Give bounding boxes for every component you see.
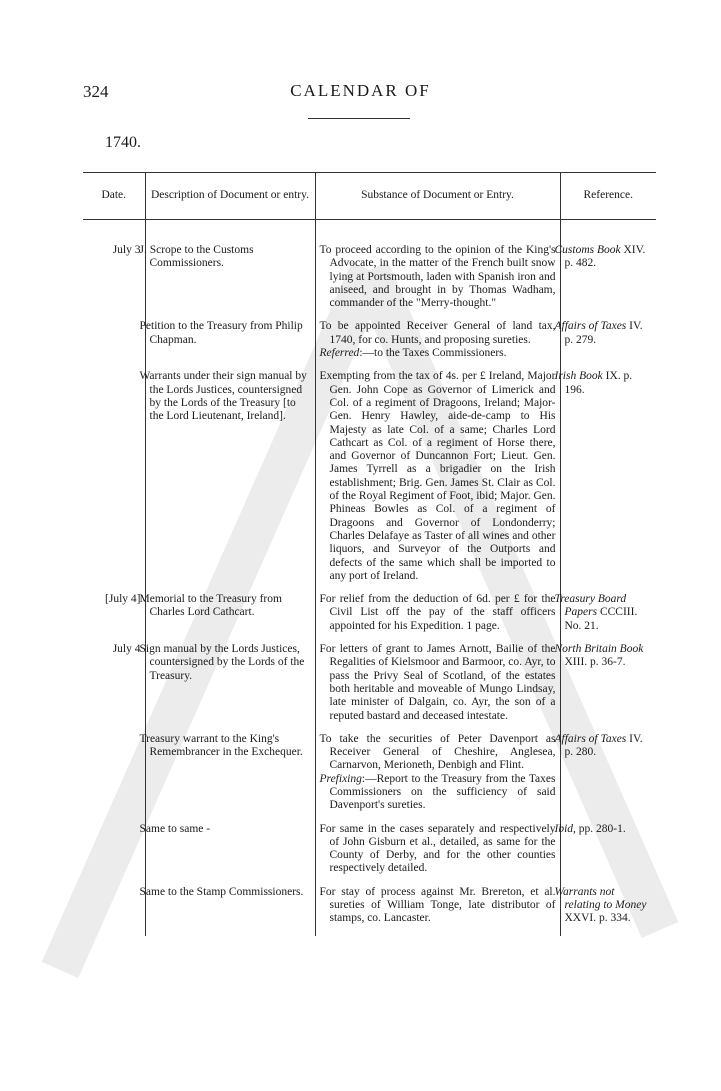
substance-text: To be appointed Receiver General of land tax, 1740, for co. Hunts, and proposing sureties. bbox=[319, 320, 556, 346]
year-heading: 1740. bbox=[105, 134, 141, 151]
table-header-row bbox=[83, 173, 656, 220]
entry-description: Warrants under their sign manual by the Lords Justices, countersigned by the Lords of the Treasury [to the Lord Lieutenant, Ireland]. bbox=[145, 370, 315, 593]
substance-text: Exempting from the tax of 4s. per £ Ireland, Major Gen. John Cope as Governor of Limerick and Col. of a regiment of Dragoons, Ireland; Major-Gen. Henry Hawley, aide-de-camp to His Majesty as late Col. of a same; Charles Lord Cathcart as Col. of a regiment of Horse there, and Governor of Duncannon Fort; Lieut. Gen. James Tyrrell as a brigadier on the Irish establishment; Brig. Gen. James St. Clair as Col. of the Royal Regiment of Foot, ibid; Major. Gen. Phineas Bowles as Col. of a regiment of Dragoons and Governor of Londonderry; Charles Delafaye as Taster of all wines and other liquors, and Surveyor of the Outports and defects of the same which shall be imported to any port of Ireland. bbox=[319, 370, 556, 582]
entry-reference bbox=[554, 320, 656, 370]
entry-reference bbox=[554, 643, 656, 733]
page-number: 324 bbox=[83, 82, 109, 101]
entry-description: J. Scrope to the Customs Commissioners. bbox=[145, 220, 315, 321]
reference-location: IV. p. 280. bbox=[564, 732, 643, 759]
entry-description: Same to the Stamp Commissioners. bbox=[145, 886, 315, 936]
entry-substance bbox=[315, 733, 560, 823]
table-row bbox=[83, 823, 656, 886]
note-text: :—to the Taxes Commissioners. bbox=[359, 347, 507, 360]
reference-location: IX. p. 196. bbox=[564, 370, 633, 396]
reference-location: IV. p. 279. bbox=[564, 320, 643, 346]
reference-source: Treasury Board Papers bbox=[554, 593, 627, 619]
table-row bbox=[83, 593, 656, 643]
reference-location: XXVI. p. 334. bbox=[564, 912, 631, 925]
substance-text: To take the securities of Peter Davenport as Receiver General of Cheshire, Anglesea, Carnarvon, Merioneth, Denbigh and Flint. bbox=[319, 732, 556, 772]
entry-reference bbox=[554, 370, 656, 593]
substance-note bbox=[320, 347, 556, 360]
column-header-reference: Reference. bbox=[560, 173, 656, 220]
entry-substance bbox=[315, 370, 560, 593]
substance-text: For letters of grant to James Arnott, Bailie of the Regalities of Kielsmoor and Barmoor, co. Ayr, to pass the Privy Seal of Scotland, of the estates both heritable and moveable of Mungo Lindsay, late minister of Dalgain, co. Ayr, the son of a reputed bastard and deceased intestate. bbox=[319, 643, 556, 722]
substance-text: For same in the cases separately and respectively of John Gisburn et al., detailed, as same for the County of Derby, and for the other counties respectively detailed. bbox=[319, 822, 556, 875]
entry-substance bbox=[315, 220, 560, 321]
table-row bbox=[83, 320, 656, 370]
entry-substance bbox=[315, 643, 560, 733]
entry-substance bbox=[315, 320, 560, 370]
substance-text: To proceed according to the opinion of the King's Advocate, in the matter of the French built snow lying at Portsmouth, laden with Spanish iron and aniseed, and brought in by Thomas Wadham, commander of the "Merry-thought." bbox=[319, 244, 556, 310]
reference-location: XIII. p. 36-7. bbox=[564, 656, 626, 669]
entry-reference bbox=[554, 732, 656, 823]
entry-substance bbox=[315, 593, 560, 643]
calendar-table bbox=[83, 172, 656, 936]
column-header-date: Date. bbox=[83, 173, 145, 220]
entry-substance bbox=[315, 823, 560, 886]
reference-source: Ibid, bbox=[554, 822, 576, 835]
running-title: CALENDAR OF bbox=[290, 81, 431, 100]
note-label: Referred bbox=[319, 347, 360, 360]
entry-description: Sign manual by the Lords Justices, countersigned by the Lords of the Treasury. bbox=[145, 643, 315, 733]
reference-source: North Britain Book bbox=[554, 643, 644, 656]
table-row bbox=[83, 733, 656, 823]
entry-description: Same to same - bbox=[145, 823, 315, 886]
reference-location: XIV. p. 482. bbox=[564, 244, 646, 270]
table-row bbox=[83, 886, 656, 936]
entry-date bbox=[83, 370, 145, 593]
substance-note bbox=[320, 773, 556, 813]
entry-date: July 3 bbox=[112, 244, 141, 256]
entry-date bbox=[83, 733, 145, 823]
column-header-description: Description of Document or entry. bbox=[145, 173, 315, 220]
substance-text: For relief from the deduction of 6d. per £ for the Civil List off the pay of the staff officers appointed for his Expedition. 1 page. bbox=[319, 593, 556, 632]
entry-description: Petition to the Treasury from Philip Chapman. bbox=[145, 320, 315, 370]
entry-description: Memorial to the Treasury from Charles Lord Cathcart. bbox=[145, 593, 315, 643]
reference-location: CCCIII. No. 21. bbox=[564, 606, 638, 632]
entry-reference bbox=[554, 885, 656, 936]
reference-source: Customs Book bbox=[554, 244, 621, 256]
reference-source: Affairs of Taxes bbox=[554, 320, 627, 333]
reference-source: Irish Book bbox=[554, 370, 603, 383]
entry-date: July 4 bbox=[112, 643, 141, 656]
reference-source: Warrants not relating to Money bbox=[554, 885, 647, 912]
table-row bbox=[83, 370, 656, 593]
table-row bbox=[83, 220, 656, 321]
column-header-substance: Substance of Document or Entry. bbox=[315, 173, 560, 220]
entry-date: [July 4] bbox=[105, 593, 141, 606]
reference-source: Affairs of Taxes bbox=[554, 732, 627, 745]
title-rule bbox=[308, 118, 410, 119]
entry-description: Treasury warrant to the King's Remembrancer in the Exchequer. bbox=[145, 733, 315, 823]
note-label: Prefixing bbox=[319, 772, 362, 785]
substance-text: For stay of process against Mr. Brereton, et al. sureties of William Tonge, late distributor of stamps, co. Lancaster. bbox=[319, 885, 556, 925]
entry-reference bbox=[554, 822, 656, 886]
note-text: :—Report to the Treasury from the Taxes Commissioners on the sufficiency of said Davenport's sureties. bbox=[329, 772, 556, 812]
entry-substance bbox=[315, 886, 560, 936]
table-row bbox=[83, 643, 656, 733]
entry-reference bbox=[554, 220, 656, 321]
entry-date bbox=[83, 320, 145, 370]
entry-date bbox=[83, 823, 145, 886]
entry-date bbox=[83, 886, 145, 936]
reference-location: pp. 280-1. bbox=[578, 822, 626, 835]
entry-reference bbox=[554, 593, 656, 643]
